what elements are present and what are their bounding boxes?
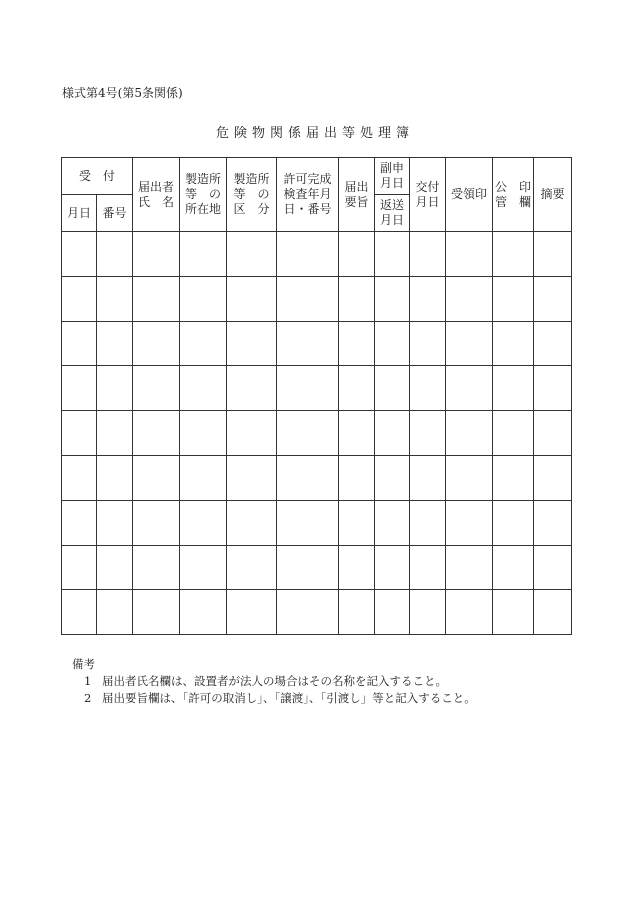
ledger-cell[interactable]	[133, 455, 180, 500]
ledger-cell[interactable]	[277, 590, 339, 635]
ledger-cell[interactable]	[375, 321, 410, 366]
ledger-cell[interactable]	[97, 590, 133, 635]
ledger-cell[interactable]	[534, 232, 572, 277]
ledger-cell[interactable]	[97, 500, 133, 545]
ledger-cell[interactable]	[277, 455, 339, 500]
ledger-cell[interactable]	[62, 590, 97, 635]
ledger-cell[interactable]	[534, 500, 572, 545]
ledger-cell[interactable]	[227, 321, 277, 366]
ledger-cell[interactable]	[339, 366, 375, 411]
ledger-cell[interactable]	[133, 545, 180, 590]
ledger-cell[interactable]	[339, 232, 375, 277]
ledger-cell[interactable]	[97, 276, 133, 321]
ledger-cell[interactable]	[227, 545, 277, 590]
ledger-cell[interactable]	[277, 366, 339, 411]
ledger-cell[interactable]	[534, 321, 572, 366]
header-official-seal: 公 印 管 欄	[493, 158, 534, 232]
ledger-cell[interactable]	[446, 276, 493, 321]
ledger-cell[interactable]	[410, 500, 446, 545]
note-item: 1 届出者氏名欄は、設置者が法人の場合はその名称を記入すること。	[84, 674, 447, 688]
ledger-cell[interactable]	[62, 366, 97, 411]
header-number: 番号	[97, 195, 133, 232]
ledger-row	[62, 276, 572, 321]
document-title: 危険物関係届出等処理簿	[215, 126, 414, 141]
processing-ledger-table	[61, 157, 572, 635]
ledger-cell[interactable]	[62, 276, 97, 321]
ledger-cell[interactable]	[493, 232, 534, 277]
ledger-row	[62, 411, 572, 456]
ledger-cell[interactable]	[534, 366, 572, 411]
ledger-row	[62, 500, 572, 545]
ledger-cell[interactable]	[410, 232, 446, 277]
ledger-cell[interactable]	[493, 545, 534, 590]
ledger-row	[62, 321, 572, 366]
ledger-cell[interactable]	[62, 321, 97, 366]
ledger-cell[interactable]	[62, 545, 97, 590]
ledger-cell[interactable]	[410, 545, 446, 590]
ledger-cell[interactable]	[493, 366, 534, 411]
ledger-row	[62, 590, 572, 635]
ledger-cell[interactable]	[97, 545, 133, 590]
ledger-cell[interactable]	[277, 411, 339, 456]
ledger-cell[interactable]	[339, 455, 375, 500]
ledger-cell[interactable]	[277, 545, 339, 590]
ledger-cell[interactable]	[227, 455, 277, 500]
notes-heading: 備考	[72, 657, 95, 671]
ledger-cell[interactable]	[62, 232, 97, 277]
ledger-cell[interactable]	[97, 455, 133, 500]
header-receipt-seal: 受領印	[446, 158, 493, 232]
ledger-cell[interactable]	[493, 276, 534, 321]
ledger-cell[interactable]	[133, 411, 180, 456]
ledger-cell[interactable]	[339, 276, 375, 321]
ledger-cell[interactable]	[180, 276, 227, 321]
ledger-cell[interactable]	[446, 321, 493, 366]
ledger-cell[interactable]	[227, 411, 277, 456]
ledger-cell[interactable]	[410, 455, 446, 500]
ledger-cell[interactable]	[534, 590, 572, 635]
ledger-cell[interactable]	[227, 232, 277, 277]
ledger-cell[interactable]	[446, 411, 493, 456]
ledger-cell[interactable]	[180, 455, 227, 500]
notes-section	[72, 656, 476, 707]
ledger-cell[interactable]	[534, 545, 572, 590]
ledger-cell[interactable]	[410, 366, 446, 411]
ledger-row	[62, 455, 572, 500]
ledger-cell[interactable]	[375, 411, 410, 456]
ledger-cell[interactable]	[227, 366, 277, 411]
header-reception: 受 付	[62, 158, 133, 195]
ledger-cell[interactable]	[375, 366, 410, 411]
ledger-cell[interactable]	[534, 411, 572, 456]
ledger-cell[interactable]	[375, 455, 410, 500]
header-applicant-name: 届出者 氏 名	[133, 158, 180, 232]
ledger-cell[interactable]	[227, 500, 277, 545]
ledger-cell[interactable]	[493, 590, 534, 635]
ledger-cell[interactable]	[133, 276, 180, 321]
ledger-cell[interactable]	[493, 411, 534, 456]
ledger-cell[interactable]	[375, 276, 410, 321]
ledger-row	[62, 232, 572, 277]
ledger-cell[interactable]	[97, 232, 133, 277]
ledger-cell[interactable]	[277, 321, 339, 366]
ledger-cell[interactable]	[446, 366, 493, 411]
ledger-cell[interactable]	[180, 366, 227, 411]
ledger-cell[interactable]	[133, 500, 180, 545]
ledger-cell[interactable]	[339, 411, 375, 456]
ledger-cell[interactable]	[339, 545, 375, 590]
ledger-row	[62, 545, 572, 590]
note-item: 2 届出要旨欄は、「許可の取消し」、「譲渡」、「引渡し」等と記入すること。	[84, 691, 476, 705]
ledger-cell[interactable]	[493, 500, 534, 545]
ledger-cell[interactable]	[227, 276, 277, 321]
ledger-cell[interactable]	[493, 455, 534, 500]
header-delivery-date: 交付 月日	[410, 158, 446, 232]
ledger-cell[interactable]	[410, 321, 446, 366]
form-number-label: 様式第4号(第5条関係)	[62, 86, 183, 100]
ledger-cell[interactable]	[446, 590, 493, 635]
ledger-cell[interactable]	[97, 321, 133, 366]
ledger-cell[interactable]	[446, 232, 493, 277]
ledger-cell[interactable]	[446, 500, 493, 545]
ledger-cell[interactable]	[375, 590, 410, 635]
ledger-cell[interactable]	[133, 590, 180, 635]
header-remarks: 摘要	[534, 158, 572, 232]
ledger-cell[interactable]	[180, 590, 227, 635]
ledger-cell[interactable]	[133, 232, 180, 277]
ledger-cell[interactable]	[180, 321, 227, 366]
ledger-cell[interactable]	[133, 366, 180, 411]
header-secondary-report-date: 副申 月日	[375, 158, 410, 195]
ledger-cell[interactable]	[180, 411, 227, 456]
ledger-cell[interactable]	[97, 366, 133, 411]
ledger-body	[62, 232, 572, 635]
ledger-row	[62, 366, 572, 411]
ledger-cell[interactable]	[410, 276, 446, 321]
ledger-cell[interactable]	[97, 411, 133, 456]
ledger-cell[interactable]	[410, 590, 446, 635]
ledger-cell[interactable]	[375, 545, 410, 590]
ledger-cell[interactable]	[62, 500, 97, 545]
header-facility-category: 製造所 等 の 区 分	[227, 158, 277, 232]
ledger-cell[interactable]	[277, 500, 339, 545]
ledger-cell[interactable]	[180, 232, 227, 277]
header-return-date: 返送 月日	[375, 195, 410, 232]
ledger-cell[interactable]	[446, 545, 493, 590]
ledger-cell[interactable]	[133, 321, 180, 366]
ledger-cell[interactable]	[339, 590, 375, 635]
ledger-cell[interactable]	[446, 455, 493, 500]
header-notification-summary: 届出 要旨	[339, 158, 375, 232]
ledger-cell[interactable]	[375, 500, 410, 545]
ledger-cell[interactable]	[180, 545, 227, 590]
ledger-cell[interactable]	[493, 321, 534, 366]
ledger-cell[interactable]	[277, 276, 339, 321]
header-month-day: 月日	[62, 195, 97, 232]
ledger-cell[interactable]	[534, 455, 572, 500]
ledger-cell[interactable]	[227, 590, 277, 635]
ledger-cell[interactable]	[277, 232, 339, 277]
ledger-cell[interactable]	[410, 411, 446, 456]
ledger-cell[interactable]	[375, 232, 410, 277]
ledger-cell[interactable]	[62, 411, 97, 456]
ledger-cell[interactable]	[339, 321, 375, 366]
ledger-cell[interactable]	[62, 455, 97, 500]
ledger-cell[interactable]	[180, 500, 227, 545]
ledger-cell[interactable]	[534, 276, 572, 321]
header-permit-inspection: 許可完成 検査年月 日・番号	[277, 158, 339, 232]
ledger-cell[interactable]	[339, 500, 375, 545]
header-facility-location: 製造所 等 の 所在地	[180, 158, 227, 232]
